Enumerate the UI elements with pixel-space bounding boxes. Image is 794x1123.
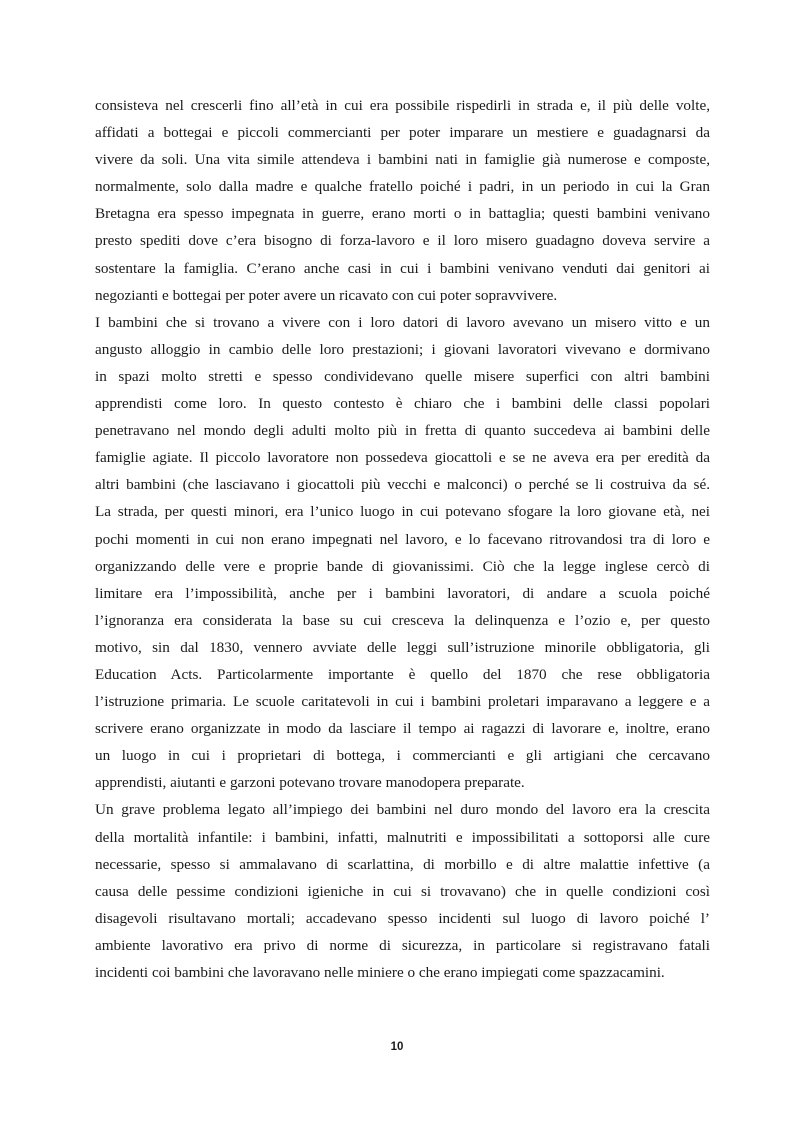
text-line: necessarie, spesso si ammalavano di scarlattina, di morbillo e di altre malattie infettive (a (95, 855, 710, 873)
text-line: pochi momenti in cui non erano impegnati nel lavoro, e lo facevano ritrovandosi tra di loro e (95, 530, 710, 548)
text-line: l’istruzione primaria. Le scuole caritatevoli in cui i bambini proletari imparavano a leggere e a (95, 693, 710, 711)
text-line: Education Acts. Particolarmente importante è quello del 1870 che rese obbligatoria (95, 665, 710, 683)
text-line: penetravano nel mondo degli adulti molto più in fretta di quanto succedeva ai bambini delle (95, 422, 710, 440)
text-line: apprendisti, aiutanti e garzoni potevano trovare manodopera preparate. (95, 774, 525, 792)
page-number: 10 (390, 1041, 404, 1053)
text-line: vivere da soli. Una vita simile attendeva i bambini nati in famiglie già numerose e composte, (95, 151, 710, 169)
text-line: incidenti coi bambini che lavoravano nelle miniere o che erano impiegati come spazzacamini. (95, 964, 665, 981)
text-line: La strada, per questi minori, era l’unico luogo in cui potevano sfogare la loro giovane età, nei (95, 503, 710, 521)
text-line: della mortalità infantile: i bambini, infatti, malnutriti e impossibilitati a sottoporsi alle cure (95, 828, 710, 846)
body-text (95, 92, 710, 986)
text-line: altri bambini (che lasciavano i giocattoli più vecchi e malconci) o perché se li costruiva da sé. (95, 476, 710, 494)
text-line: I bambini che si trovano a vivere con i loro datori di lavoro avevano un misero vitto e un (95, 313, 710, 331)
text-line: organizzando delle vere e proprie bande di giovanissimi. Ciò che la legge inglese cercò di (95, 557, 710, 575)
text-line: negozianti e bottegai per poter avere un ricavato con cui poter sopravvivere. (95, 286, 558, 304)
text-line: in spazi molto stretti e spesso condividevano quelle misere superfici con altri bambini (95, 367, 710, 385)
text-line: disagevoli risultavano mortali; accadevano spesso incidenti sul luogo di lavoro poiché l’ (95, 909, 710, 927)
text-line: causa delle pessime condizioni igieniche in cui si trovavano) che in quelle condizioni così (95, 882, 710, 900)
text-line: l’ignoranza era considerata la base su cui cresceva la delinquenza e l’ozio e, per questo (95, 611, 710, 629)
text-line: scrivere erano organizzate in modo da lasciare il tempo ai ragazzi di lavorare e, inoltre, erano (95, 720, 710, 738)
text-line: un luogo in cui i proprietari di bottega, i commercianti e gli artigiani che cercavano (95, 747, 710, 765)
text-line: Bretagna era spesso impegnata in guerre, erano morti o in battaglia; questi bambini venivano (95, 205, 710, 223)
text-line: presto spediti dove c’era bisogno di forza-lavoro e il loro misero guadagno doveva servire a (95, 232, 710, 250)
text-line: angusto alloggio in cambio delle loro prestazioni; i giovani lavoratori vivevano e dormivano (95, 340, 710, 358)
text-line: famiglie agiate. Il piccolo lavoratore non possedeva giocattoli e se ne aveva era per eredità da (95, 449, 710, 467)
text-line: ambiente lavorativo era privo di norme di sicurezza, in particolare si registravano fatali (95, 936, 710, 954)
text-line: affidati a bottegai e piccoli commercianti per poter imparare un mestiere e guadagnarsi da (95, 124, 710, 142)
text-line: apprendisti come loro. In questo contesto è chiaro che i bambini delle classi popolari (95, 395, 710, 413)
text-line: motivo, sin dal 1830, vennero avviate delle leggi sull’istruzione minorile obbligatoria, gli (95, 638, 710, 656)
text-line: Un grave problema legato all’impiego dei bambini nel duro mondo del lavoro era la crescita (95, 801, 710, 819)
text-line: limitare era l’impossibilità, anche per i bambini lavoratori, di andare a scuola poiché (95, 584, 710, 602)
text-line: consisteva nel crescerli fino all’età in cui era possibile rispedirli in strada e, il più delle volte, (95, 97, 710, 114)
text-line: sostentare la famiglia. C’erano anche casi in cui i bambini venivano venduti dai genitori ai (95, 259, 710, 277)
text-line: normalmente, solo dalla madre e qualche fratello poiché i padri, in un periodo in cui la Gran (95, 178, 710, 196)
